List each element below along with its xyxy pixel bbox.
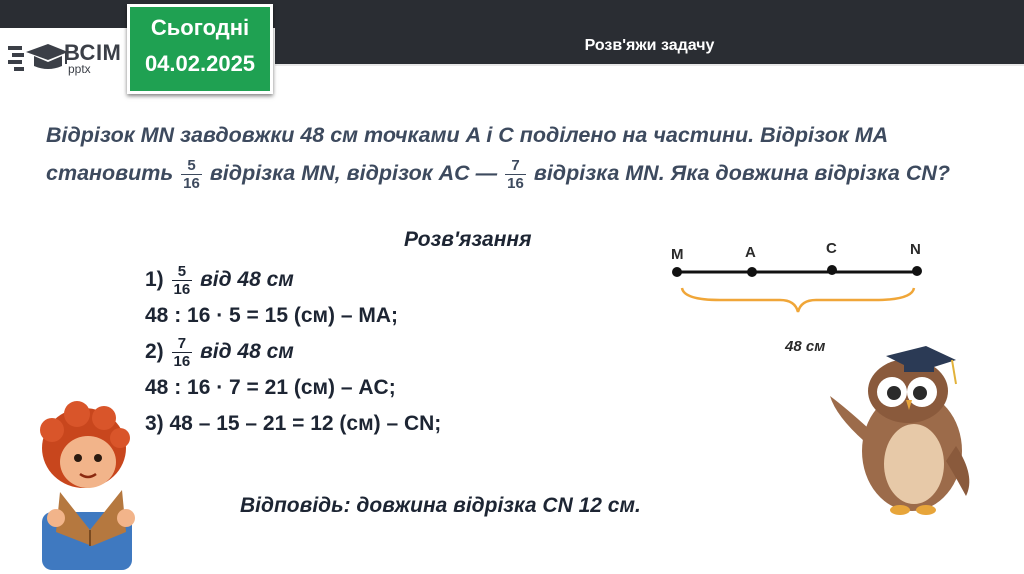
point-m <box>672 267 682 277</box>
fraction-7-16: $\frac{7}{16}$ <box>507 156 524 192</box>
boy-reading-illustration <box>22 400 162 570</box>
length-label: 48 см <box>785 338 826 355</box>
solution-steps <box>145 262 441 442</box>
date-value: 04.02.2025 <box>144 51 256 76</box>
step-1-calc: 48 : 16 · 5 = 15 (см) – MA; <box>145 304 399 327</box>
segment-diagram <box>660 240 940 330</box>
label-n: N <box>910 241 921 258</box>
brand-sub: pptx <box>68 62 91 76</box>
label-m: M <box>671 246 684 263</box>
answer-text: Відповідь: довжина відрізка CN 12 см. <box>240 494 641 517</box>
point-c <box>827 265 837 275</box>
label-a: A <box>745 244 756 261</box>
step-2-fraction: $\frac{7}{16}$ <box>173 334 191 370</box>
brand-name: ВСІМ <box>64 40 122 65</box>
problem-part-3: відрізка MN. Яка довжина відрізка CN? <box>533 161 951 185</box>
length-brace <box>682 288 914 312</box>
point-n <box>912 266 922 276</box>
date-label: Сьогодні <box>150 15 250 40</box>
step-1: 1) $\frac{5}{16}$ від 48 см <box>145 262 294 298</box>
point-a <box>747 267 757 277</box>
fraction-5-16: $\frac{5}{16}$ <box>183 156 200 192</box>
step-1-fraction: $\frac{5}{16}$ <box>173 262 191 298</box>
problem-part-2: відрізка MN, відрізок AC — <box>209 161 498 185</box>
solution-title: Розв'язання <box>404 228 532 251</box>
slide-title: Розв'яжи задачу <box>275 28 1024 66</box>
date-box <box>127 4 273 94</box>
label-c: C <box>826 240 837 257</box>
problem-part-1: Відрізок MN завдовжки 48 см точками A і C поділено на частини. Відрізок MA становить <box>46 123 888 185</box>
step-2: 2) $\frac{7}{16}$ від 48 см <box>145 334 294 370</box>
owl-teacher-illustration <box>826 346 978 516</box>
step-3: 3) 48 – 15 – 21 = 12 (см) – CN; <box>145 412 442 435</box>
step-2-calc: 48 : 16 · 7 = 21 (см) – AC; <box>145 376 396 399</box>
problem-text <box>46 116 976 192</box>
